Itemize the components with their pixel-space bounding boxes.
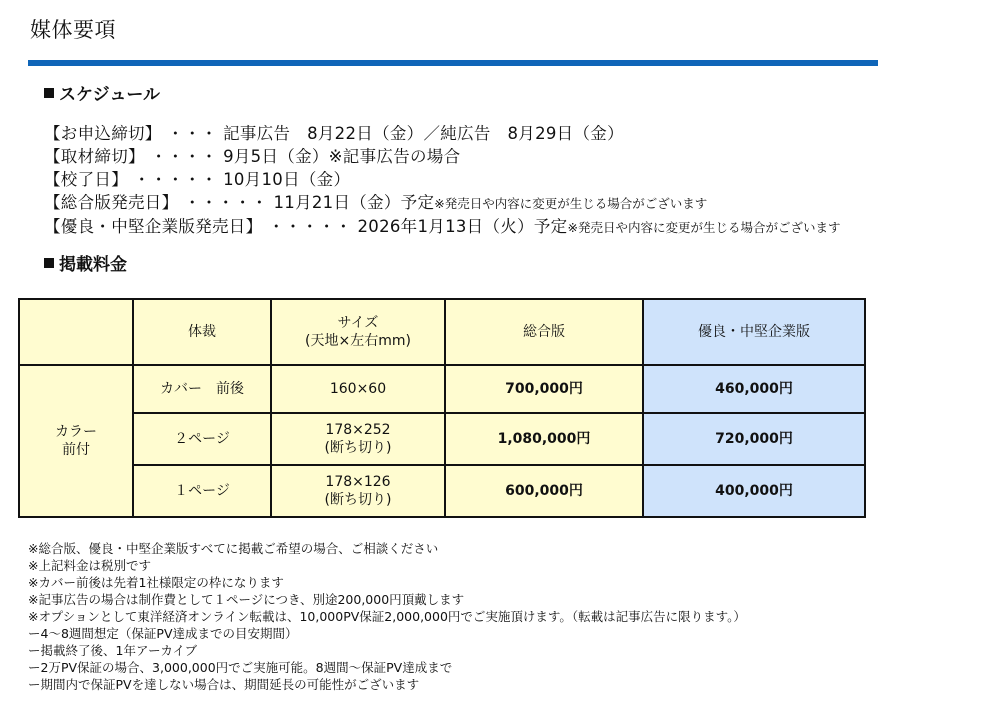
table-header-row — [19, 299, 865, 365]
note-line: ー2万PV保証の場合、3,000,000円でご実施可能。8週間～保証PV達成まで — [28, 660, 453, 675]
note-line: ※カバー前後は先着1社様限定の枠になります — [28, 575, 284, 590]
header-size-line2: (天地×左右mm) — [305, 333, 411, 349]
rates-table — [18, 298, 866, 518]
schedule-item — [44, 191, 840, 215]
square-bullet-icon — [44, 258, 54, 268]
note-line: ※オプションとして東洋経済オンライン転載は、10,000PV保証2,000,000円でご実施頂けます。（転載は記事広告に限ります。） — [28, 609, 746, 624]
note-line: ※総合版、優良・中堅企業版すべてに掲載ご希望の場合、ご相談ください — [28, 541, 439, 556]
schedule-item — [44, 168, 840, 191]
row-format: １ページ — [133, 465, 271, 517]
row-sme-price: 720,000円 — [643, 413, 865, 465]
row-format: カバー 前後 — [133, 365, 271, 413]
row-size — [271, 465, 445, 517]
schedule-item-text: 【校了日】 ・・・・・ 10月10日（金） — [44, 170, 351, 189]
row-size — [271, 365, 445, 413]
note-line: ー掲載終了後、1年アーカイブ — [28, 643, 198, 658]
header-sme-edition: 優良・中堅企業版 — [643, 299, 865, 365]
header-corner-cell — [19, 299, 133, 365]
row-general-price: 600,000円 — [445, 465, 643, 517]
schedule-item-text: 【取材締切】 ・・・・ 9月5日（金）※記事広告の場合 — [44, 147, 461, 166]
note-line: ー4～8週間想定（保証PV達成までの目安期間） — [28, 626, 298, 641]
header-format: 体裁 — [133, 299, 271, 365]
row-size-line1: 160×60 — [329, 381, 387, 397]
schedule-heading-text: スケジュール — [59, 85, 160, 105]
row-size-line2: (断ち切り) — [324, 492, 392, 508]
title-rule — [28, 60, 878, 66]
table-row — [19, 465, 865, 517]
note-line: ー期間内で保証PVを達しない場合は、期間延長の可能性がございます — [28, 677, 420, 692]
schedule-item-note: ※発売日や内容に変更が生じる場合がございます — [434, 196, 708, 211]
header-size-line1: サイズ — [337, 315, 379, 331]
schedule-item — [44, 215, 840, 239]
color-front-group-cell — [19, 365, 133, 517]
schedule-item — [44, 145, 840, 168]
schedule-list — [44, 122, 840, 239]
table-row — [19, 365, 865, 413]
rates-heading — [44, 250, 127, 275]
table-row — [19, 413, 865, 465]
note-line: ※記事広告の場合は制作費として１ページにつき、別途200,000円頂戴します — [28, 592, 465, 607]
schedule-item-note: ※発売日や内容に変更が生じる場合がございます — [567, 220, 841, 235]
row-size — [271, 413, 445, 465]
rates-heading-text: 掲載料金 — [59, 255, 127, 275]
row-size-line2: (断ち切り) — [324, 440, 392, 456]
schedule-item-text: 【お申込締切】 ・・・ 記事広告 8月22日（金）／純広告 8月29日（金） — [44, 124, 624, 143]
note-line: ※上記料金は税別です — [28, 558, 151, 573]
schedule-item — [44, 122, 840, 145]
row-sme-price: 400,000円 — [643, 465, 865, 517]
header-general-edition: 総合版 — [445, 299, 643, 365]
schedule-item-text: 【優良・中堅企業版発売日】 ・・・・・ 2026年1月13日（火）予定 — [44, 217, 568, 236]
row-general-price: 700,000円 — [445, 365, 643, 413]
group-label-line1: カラー — [55, 424, 97, 440]
row-general-price: 1,080,000円 — [445, 413, 643, 465]
row-format: ２ページ — [133, 413, 271, 465]
row-size-line1: 178×126 — [325, 474, 391, 490]
schedule-item-text: 【総合版発売日】 ・・・・・ 11月21日（金）予定 — [44, 193, 435, 212]
square-bullet-icon — [44, 88, 54, 98]
page-title: 媒体要項 — [30, 18, 116, 42]
header-size — [271, 299, 445, 365]
notes-list — [28, 540, 746, 693]
schedule-heading — [44, 80, 160, 105]
row-sme-price: 460,000円 — [643, 365, 865, 413]
group-label-line2: 前付 — [62, 442, 90, 458]
row-size-line1: 178×252 — [325, 422, 391, 438]
